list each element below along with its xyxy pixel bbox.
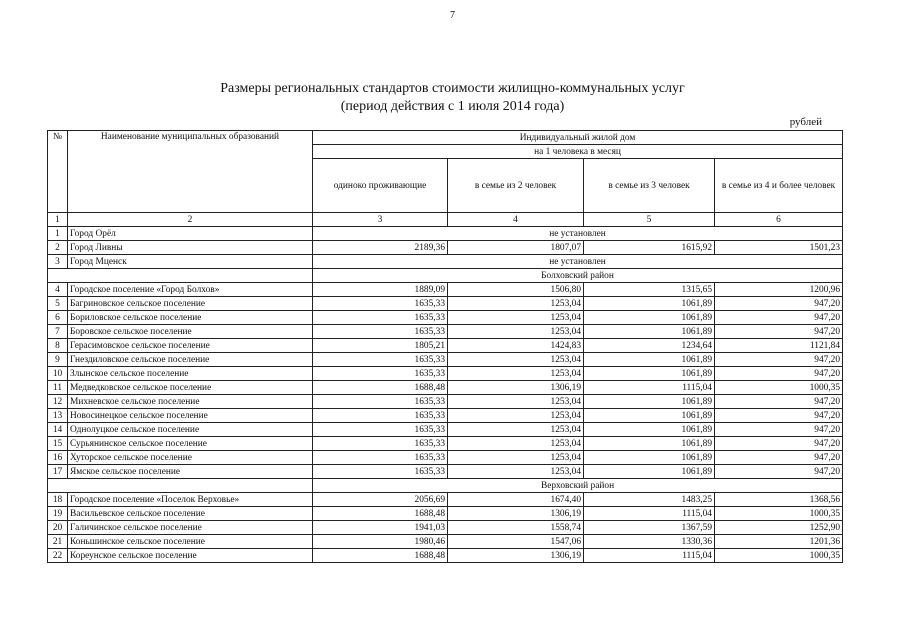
table-row	[48, 535, 843, 549]
standards-table	[47, 130, 843, 563]
index-cell: 4	[448, 213, 584, 227]
value-cell: 1367,59	[584, 521, 715, 535]
value-cell: 1558,74	[448, 521, 584, 535]
index-cell: 6	[715, 213, 843, 227]
value-cell: 947,20	[715, 311, 843, 325]
municipality-name: Бориловское сельское поселение	[68, 311, 313, 325]
value-cell: 1253,04	[448, 409, 584, 423]
row-number: 1	[48, 227, 68, 241]
row-number: 13	[48, 409, 68, 423]
row-note: не установлен	[313, 227, 843, 241]
table-row	[48, 465, 843, 479]
table-row	[48, 311, 843, 325]
header-col4: в семье из 2 человек	[448, 159, 584, 213]
municipality-name: Боровское сельское поселение	[68, 325, 313, 339]
value-cell: 1061,89	[584, 367, 715, 381]
municipality-name: Ямское сельское поселение	[68, 465, 313, 479]
value-cell: 1615,92	[584, 241, 715, 255]
value-cell: 1253,04	[448, 465, 584, 479]
row-number: 7	[48, 325, 68, 339]
row-number: 8	[48, 339, 68, 353]
value-cell: 2056,69	[313, 493, 448, 507]
municipality-name: Михневское сельское поселение	[68, 395, 313, 409]
municipality-name: Злынское сельское поселение	[68, 367, 313, 381]
municipality-name: Медведковское сельское поселение	[68, 381, 313, 395]
title-line-1: Размеры региональных стандартов стоимости жилищно-коммунальных услуг	[220, 81, 685, 96]
row-number: 4	[48, 283, 68, 297]
row-number: 6	[48, 311, 68, 325]
row-note: не установлен	[313, 255, 843, 269]
index-cell: 5	[584, 213, 715, 227]
value-cell: 1253,04	[448, 451, 584, 465]
municipality-name: Городское поселение «Город Болхов»	[68, 283, 313, 297]
municipality-name: Новосинецкое сельское поселение	[68, 409, 313, 423]
row-number: 19	[48, 507, 68, 521]
row-number: 10	[48, 367, 68, 381]
page-number: 7	[450, 10, 455, 21]
table-row	[48, 297, 843, 311]
table-row	[48, 227, 843, 241]
table-row	[48, 549, 843, 563]
value-cell: 1061,89	[584, 353, 715, 367]
value-cell: 947,20	[715, 367, 843, 381]
header-index-row	[48, 213, 843, 227]
value-cell: 947,20	[715, 437, 843, 451]
value-cell: 1889,09	[313, 283, 448, 297]
value-cell: 1635,33	[313, 409, 448, 423]
value-cell: 1061,89	[584, 311, 715, 325]
value-cell: 1674,40	[448, 493, 584, 507]
municipality-name: Сурьянинское сельское поселение	[68, 437, 313, 451]
header-row-group	[48, 131, 843, 145]
value-cell: 1061,89	[584, 395, 715, 409]
value-cell: 1635,33	[313, 465, 448, 479]
value-cell: 1000,35	[715, 507, 843, 521]
table-row	[48, 241, 843, 255]
row-number: 14	[48, 423, 68, 437]
region-spacer	[48, 479, 313, 493]
value-cell: 1635,33	[313, 311, 448, 325]
document-title	[0, 80, 905, 116]
value-cell: 1253,04	[448, 423, 584, 437]
municipality-name: Васильевское сельское поселение	[68, 507, 313, 521]
region-label: Верховский район	[313, 479, 843, 493]
municipality-name: Город Ливны	[68, 241, 313, 255]
municipality-name: Галичинское сельское поселение	[68, 521, 313, 535]
municipality-name: Багриновское сельское поселение	[68, 297, 313, 311]
header-name: Наименование муниципальных образований	[68, 131, 313, 213]
value-cell: 1121,84	[715, 339, 843, 353]
header-num: №	[48, 131, 68, 213]
value-cell: 1253,04	[448, 325, 584, 339]
value-cell: 1234,64	[584, 339, 715, 353]
row-number: 3	[48, 255, 68, 269]
table-row	[48, 367, 843, 381]
table-row	[48, 353, 843, 367]
table-row	[48, 339, 843, 353]
region-row	[48, 479, 843, 493]
index-cell: 2	[68, 213, 313, 227]
value-cell: 1253,04	[448, 297, 584, 311]
value-cell: 1253,04	[448, 311, 584, 325]
value-cell: 1061,89	[584, 409, 715, 423]
value-cell: 1635,33	[313, 325, 448, 339]
value-cell: 947,20	[715, 409, 843, 423]
municipality-name: Однолуцкое сельское поселение	[68, 423, 313, 437]
header-col3: одиноко проживающие	[313, 159, 448, 213]
value-cell: 1306,19	[448, 381, 584, 395]
index-cell: 3	[313, 213, 448, 227]
value-cell: 1635,33	[313, 353, 448, 367]
table-row	[48, 409, 843, 423]
value-cell: 2189,36	[313, 241, 448, 255]
value-cell: 1253,04	[448, 437, 584, 451]
row-number: 9	[48, 353, 68, 367]
value-cell: 1635,33	[313, 395, 448, 409]
value-cell: 1501,23	[715, 241, 843, 255]
row-number: 11	[48, 381, 68, 395]
value-cell: 947,20	[715, 451, 843, 465]
value-cell: 1200,96	[715, 283, 843, 297]
value-cell: 1424,83	[448, 339, 584, 353]
value-cell: 1115,04	[584, 507, 715, 521]
table-row	[48, 507, 843, 521]
municipality-name: Кореунское сельское поселение	[68, 549, 313, 563]
region-row	[48, 269, 843, 283]
table-row	[48, 381, 843, 395]
table-row	[48, 451, 843, 465]
value-cell: 1688,48	[313, 381, 448, 395]
table-row	[48, 437, 843, 451]
row-number: 17	[48, 465, 68, 479]
value-cell: 1805,21	[313, 339, 448, 353]
table-row	[48, 493, 843, 507]
row-number: 18	[48, 493, 68, 507]
value-cell: 1252,90	[715, 521, 843, 535]
index-cell: 1	[48, 213, 68, 227]
municipality-name: Хуторское сельское поселение	[68, 451, 313, 465]
title-line-2: (период действия с 1 июля 2014 года)	[340, 99, 565, 114]
value-cell: 1061,89	[584, 423, 715, 437]
table-row	[48, 283, 843, 297]
row-number: 12	[48, 395, 68, 409]
value-cell: 1315,65	[584, 283, 715, 297]
row-number: 16	[48, 451, 68, 465]
municipality-name: Коньшинское сельское поселение	[68, 535, 313, 549]
value-cell: 1061,89	[584, 325, 715, 339]
municipality-name: Городское поселение «Поселок Верховье»	[68, 493, 313, 507]
municipality-name: Герасимовское сельское поселение	[68, 339, 313, 353]
value-cell: 947,20	[715, 395, 843, 409]
units-label: рублей	[789, 116, 822, 128]
value-cell: 1980,46	[313, 535, 448, 549]
value-cell: 1253,04	[448, 395, 584, 409]
value-cell: 947,20	[715, 325, 843, 339]
row-number: 21	[48, 535, 68, 549]
row-number: 20	[48, 521, 68, 535]
value-cell: 1483,25	[584, 493, 715, 507]
value-cell: 1061,89	[584, 451, 715, 465]
header-subgroup: на 1 человека в месяц	[313, 145, 843, 159]
value-cell: 1061,89	[584, 437, 715, 451]
table-row	[48, 325, 843, 339]
value-cell: 1330,36	[584, 535, 715, 549]
value-cell: 1201,36	[715, 535, 843, 549]
table-row	[48, 521, 843, 535]
region-label: Болховский район	[313, 269, 843, 283]
value-cell: 1061,89	[584, 465, 715, 479]
value-cell: 1115,04	[584, 549, 715, 563]
value-cell: 1635,33	[313, 451, 448, 465]
row-number: 22	[48, 549, 68, 563]
municipality-name: Гнездиловское сельское поселение	[68, 353, 313, 367]
table-row	[48, 395, 843, 409]
header-col6: в семье из 4 и более человек	[715, 159, 843, 213]
value-cell: 1807,07	[448, 241, 584, 255]
value-cell: 1635,33	[313, 297, 448, 311]
value-cell: 947,20	[715, 465, 843, 479]
value-cell: 947,20	[715, 353, 843, 367]
header-col5: в семье из 3 человек	[584, 159, 715, 213]
header-group: Индивидуальный жилой дом	[313, 131, 843, 145]
value-cell: 1000,35	[715, 549, 843, 563]
municipality-name: Город Мценск	[68, 255, 313, 269]
table-row	[48, 255, 843, 269]
row-number: 15	[48, 437, 68, 451]
value-cell: 1941,03	[313, 521, 448, 535]
value-cell: 1115,04	[584, 381, 715, 395]
value-cell: 1547,06	[448, 535, 584, 549]
value-cell: 1506,80	[448, 283, 584, 297]
value-cell: 1000,35	[715, 381, 843, 395]
row-number: 5	[48, 297, 68, 311]
value-cell: 1368,56	[715, 493, 843, 507]
region-spacer	[48, 269, 313, 283]
value-cell: 1306,19	[448, 549, 584, 563]
value-cell: 1253,04	[448, 353, 584, 367]
value-cell: 1635,33	[313, 437, 448, 451]
value-cell: 947,20	[715, 423, 843, 437]
value-cell: 1061,89	[584, 297, 715, 311]
table-row	[48, 423, 843, 437]
value-cell: 1688,48	[313, 549, 448, 563]
value-cell: 1688,48	[313, 507, 448, 521]
value-cell: 1306,19	[448, 507, 584, 521]
value-cell: 1635,33	[313, 367, 448, 381]
value-cell: 1253,04	[448, 367, 584, 381]
row-number: 2	[48, 241, 68, 255]
value-cell: 947,20	[715, 297, 843, 311]
value-cell: 1635,33	[313, 423, 448, 437]
municipality-name: Город Орёл	[68, 227, 313, 241]
